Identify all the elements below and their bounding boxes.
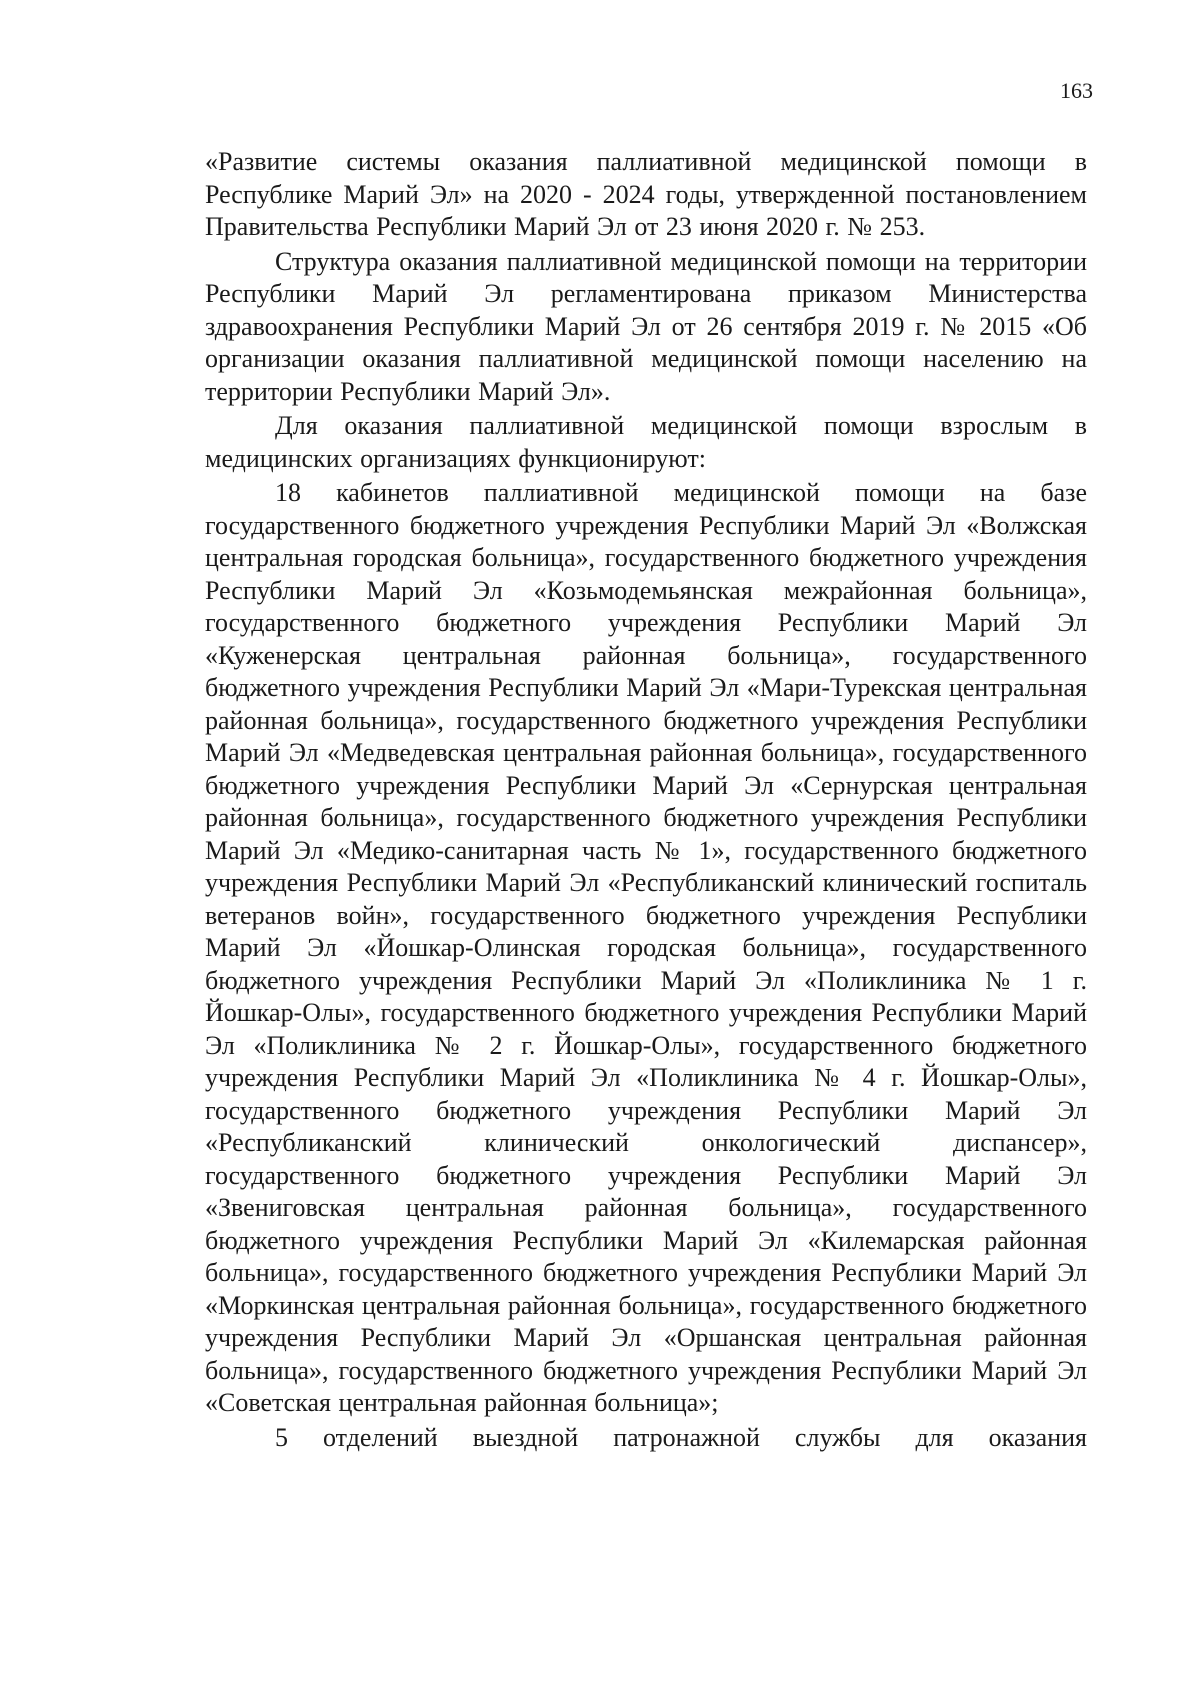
- document-body: [205, 146, 1087, 1456]
- paragraph-adult-care-intro: Для оказания паллиативной медицинской помощи взрослым в медицинских организациях функционируют:: [205, 411, 1087, 473]
- page-number: 163: [1060, 78, 1093, 103]
- list-item-departments: 5 отделений выездной патронажной службы для оказания: [275, 1422, 1087, 1452]
- paragraph-program-continuation: «Развитие системы оказания паллиативной медицинской помощи в Республике Марий Эл» на 2020 - 2024 годы, утвержденной постановлением Правительства Республики Марий Эл от 23 июня 2020 г. № 253.: [205, 147, 1087, 241]
- list-item-cabinets: 18 кабинетов паллиативной медицинской помощи на базе государственного бюджетного учреждения Республики Марий Эл «Волжская центральная городская больница», государственного бюджетного учреждения Республики Марий Эл «Козьмодемьянская межрайонная больница», государственного бюджетного учреждения Республики Марий Эл «Куженерская центральная районная больница», государственного бюджетного учреждения Республики Марий Эл «Мари-Турекская центральная районная больница», государственного бюджетного учреждения Республики Марий Эл «Медведевская центральная районная больница», государственного бюджетного учреждения Республики Марий Эл «Сернурская центральная районная больница», государственного бюджетного учреждения Республики Марий Эл «Медико-санитарная часть № 1», государственного бюджетного учреждения Республики Марий Эл «Республиканский клинический госпиталь ветеранов войн», государственного бюджетного учреждения Республики Марий Эл «Йошкар-Олинская городская больница», государственного бюджетного учреждения Республики Марий Эл «Поликлиника № 1 г. Йошкар-Олы», государственного бюджетного учреждения Республики Марий Эл «Поликлиника № 2 г. Йошкар-Олы», государственного бюджетного учреждения Республики Марий Эл «Поликлиника № 4 г. Йошкар-Олы», государственного бюджетного учреждения Республики Марий Эл «Республиканский клинический онкологический диспансер», государственного бюджетного учреждения Республики Марий Эл «Звениговская центральная районная больница», государственного бюджетного учреждения Республики Марий Эл «Килемарская районная больница», государственного бюджетного учреждения Республики Марий Эл «Моркинская центральная районная больница», государственного бюджетного учреждения Республики Марий Эл «Оршанская центральная районная больница», государственного бюджетного учреждения Республики Марий Эл «Советская центральная районная больница»;: [205, 478, 1087, 1417]
- paragraph-structure: Структура оказания паллиативной медицинской помощи на территории Республики Марий Эл регламентирована приказом Министерства здравоохранения Республики Марий Эл от 26 сентября 2019 г. № 2015 «Об организации оказания паллиативной медицинской помощи населению на территории Республики Марий Эл».: [205, 246, 1087, 406]
